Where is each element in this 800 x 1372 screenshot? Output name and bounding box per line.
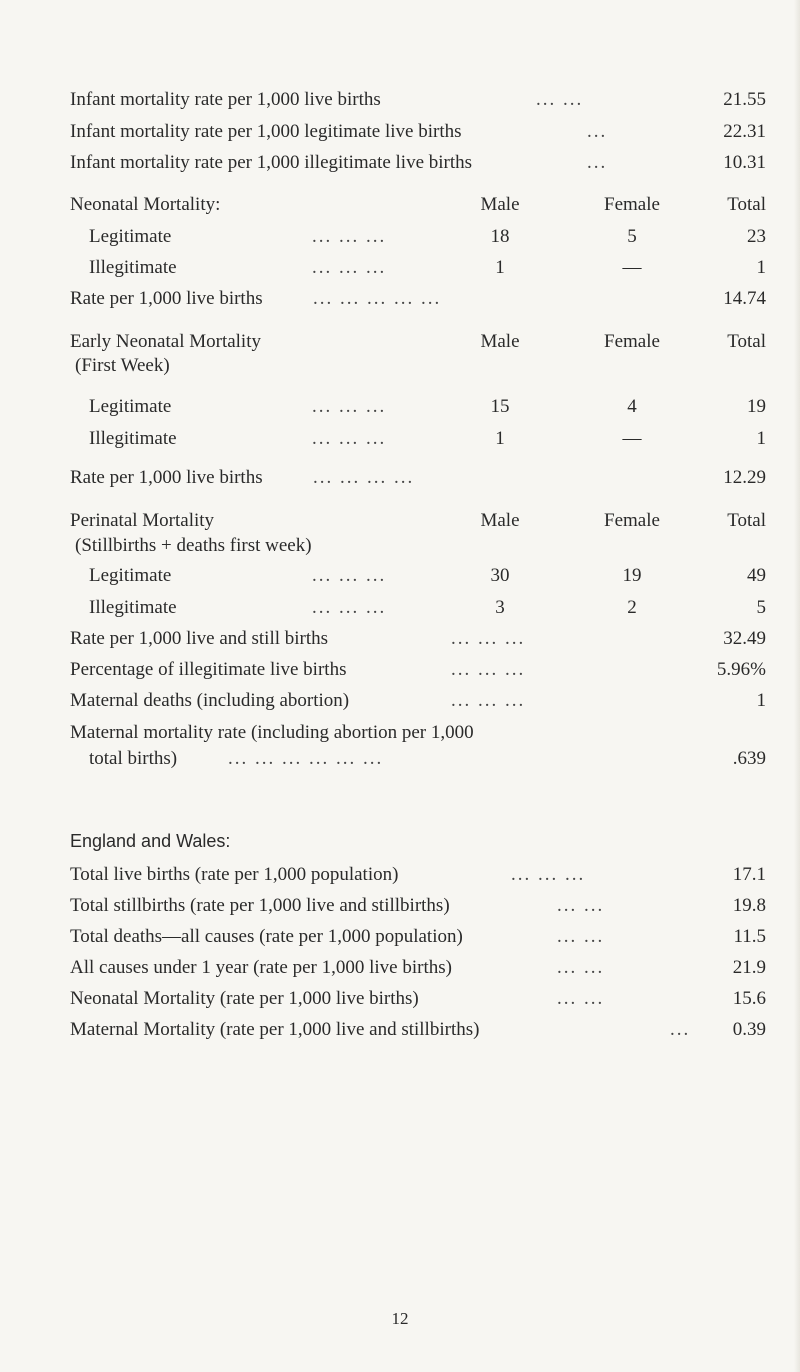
england-live-births-value: 17.1 — [732, 864, 766, 885]
england-stillbirths-dots: ... ... — [557, 895, 605, 916]
neonatal-rate-value: 14.74 — [723, 288, 766, 309]
early-rate-label: Rate per 1,000 live births — [70, 467, 263, 488]
perinatal-female-header: Female — [604, 510, 660, 531]
england-maternal-label: Maternal Mortality (rate per 1,000 live and stillbirths) — [70, 1019, 480, 1040]
page-edge-shadow — [794, 0, 800, 1372]
perinatal-legit-dots: ... ... ... — [312, 565, 387, 586]
infant-legit-rate-value: 22.31 — [723, 121, 766, 142]
early-rate-value: 12.29 — [723, 467, 766, 488]
early-male-header: Male — [480, 331, 520, 352]
neonatal-legit-label: Legitimate — [89, 226, 172, 247]
maternal-rate-label-line1: Maternal mortality rate (including abortion per 1,000 — [70, 722, 474, 743]
neonatal-legit-total: 23 — [747, 226, 766, 247]
early-total-header: Total — [727, 331, 766, 352]
maternal-rate-value: .639 — [732, 748, 766, 769]
england-stillbirths-value: 19.8 — [732, 895, 766, 916]
early-legit-dots: ... ... ... — [312, 396, 387, 417]
england-neonatal-value: 15.6 — [732, 988, 766, 1009]
still-births-rate-value: 32.49 — [723, 628, 766, 649]
england-total-deaths-label: Total deaths—all causes (rate per 1,000 population) — [70, 926, 463, 947]
illegit-percentage-value: 5.96% — [716, 659, 766, 680]
neonatal-rate-label: Rate per 1,000 live births — [70, 288, 263, 309]
infant-rate-value: 21.55 — [723, 89, 766, 110]
perinatal-total-header: Total — [727, 510, 766, 531]
early-legit-label: Legitimate — [89, 396, 172, 417]
england-neonatal-dots: ... ... — [557, 988, 605, 1009]
perinatal-title: Perinatal Mortality — [70, 510, 215, 531]
early-female-header: Female — [604, 331, 660, 352]
infant-legit-rate-label: Infant mortality rate per 1,000 legitimate live births — [70, 121, 462, 142]
england-stillbirths-label: Total stillbirths (rate per 1,000 live and stillbirths) — [70, 895, 450, 916]
infant-illegit-rate-dots: ... — [587, 152, 608, 173]
perinatal-legit-male: 30 — [490, 565, 510, 586]
england-total-deaths-value: 11.5 — [733, 926, 766, 947]
neonatal-illegit-dots: ... ... ... — [312, 257, 387, 278]
infant-legit-rate-dots: ... — [587, 121, 608, 142]
maternal-rate-label-line2: total births) — [89, 748, 178, 769]
neonatal-legit-female: 5 — [627, 226, 637, 247]
early-illegit-female: — — [622, 428, 642, 449]
neonatal-illegit-male: 1 — [495, 257, 505, 278]
england-wales-heading: England and Wales: — [70, 831, 231, 851]
perinatal-illegit-label: Illegitimate — [89, 597, 177, 618]
maternal-rate-dots: ... ... ... ... ... ... — [228, 748, 384, 769]
perinatal-legit-total: 49 — [747, 565, 766, 586]
early-illegit-dots: ... ... ... — [312, 428, 387, 449]
england-maternal-value: 0.39 — [732, 1019, 766, 1040]
early-illegit-total: 1 — [756, 428, 766, 449]
neonatal-illegit-female: — — [622, 257, 642, 278]
still-births-rate-dots: ... ... ... — [451, 628, 526, 649]
england-under-one-dots: ... ... — [557, 957, 605, 978]
early-subtitle: (First Week) — [75, 355, 170, 376]
england-live-births-label: Total live births (rate per 1,000 population) — [70, 864, 399, 885]
early-illegit-male: 1 — [495, 428, 505, 449]
perinatal-subtitle: (Stillbirths + deaths first week) — [75, 535, 312, 556]
early-title: Early Neonatal Mortality — [70, 331, 261, 352]
england-total-deaths-dots: ... ... — [557, 926, 605, 947]
perinatal-male-header: Male — [480, 510, 520, 531]
perinatal-legit-label: Legitimate — [89, 565, 172, 586]
infant-rate-label: Infant mortality rate per 1,000 live births — [70, 89, 381, 110]
perinatal-illegit-dots: ... ... ... — [312, 597, 387, 618]
neonatal-illegit-total: 1 — [756, 257, 766, 278]
england-neonatal-label: Neonatal Mortality (rate per 1,000 live births) — [70, 988, 419, 1009]
england-live-births-dots: ... ... ... — [511, 864, 586, 885]
neonatal-rate-dots: ... ... ... ... ... — [313, 288, 442, 309]
perinatal-illegit-female: 2 — [627, 597, 637, 618]
early-illegit-label: Illegitimate — [89, 428, 177, 449]
illegit-percentage-dots: ... ... ... — [451, 659, 526, 680]
perinatal-illegit-total: 5 — [756, 597, 766, 618]
neonatal-female-header: Female — [604, 194, 660, 215]
page-number: 12 — [391, 1309, 409, 1328]
perinatal-legit-female: 19 — [622, 565, 642, 586]
early-legit-total: 19 — [747, 396, 766, 417]
maternal-deaths-label: Maternal deaths (including abortion) — [70, 690, 350, 711]
neonatal-total-header: Total — [727, 194, 766, 215]
maternal-deaths-value: 1 — [756, 690, 766, 711]
neonatal-title: Neonatal Mortality: — [70, 194, 221, 215]
early-legit-male: 15 — [490, 396, 510, 417]
early-rate-dots: ... ... ... ... — [313, 467, 415, 488]
early-legit-female: 4 — [627, 396, 637, 417]
infant-rate-dots: ... ... — [536, 89, 584, 110]
neonatal-legit-male: 18 — [490, 226, 510, 247]
perinatal-illegit-male: 3 — [495, 597, 505, 618]
england-under-one-label: All causes under 1 year (rate per 1,000 live births) — [70, 957, 452, 978]
infant-illegit-rate-label: Infant mortality rate per 1,000 illegitimate live births — [70, 152, 473, 173]
england-under-one-value: 21.9 — [732, 957, 766, 978]
neonatal-illegit-label: Illegitimate — [89, 257, 177, 278]
still-births-rate-label: Rate per 1,000 live and still births — [70, 628, 329, 649]
england-maternal-dots: ... — [670, 1019, 691, 1040]
neonatal-male-header: Male — [480, 194, 520, 215]
infant-illegit-rate-value: 10.31 — [723, 152, 766, 173]
illegit-percentage-label: Percentage of illegitimate live births — [70, 659, 347, 680]
maternal-deaths-dots: ... ... ... — [451, 690, 526, 711]
neonatal-legit-dots: ... ... ... — [312, 226, 387, 247]
